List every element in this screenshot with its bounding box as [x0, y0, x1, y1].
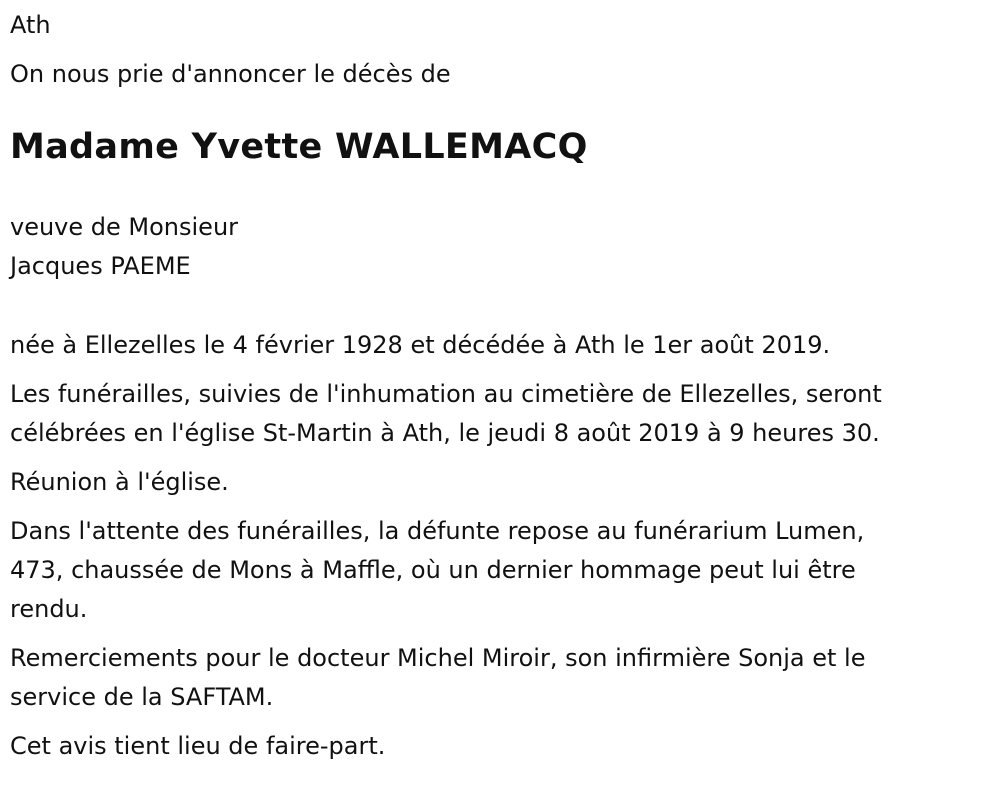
spouse-info	[10, 208, 990, 286]
funeral-line-1: Les funérailles, suivies de l'inhumation au cimetière de Ellezelles, seront	[10, 380, 882, 408]
funeral-line-2: célébrées en l'église St-Martin à Ath, le jeudi 8 août 2019 à 9 heures 30.	[10, 419, 880, 447]
funeral-info	[10, 375, 990, 453]
intro-text: On nous prie d'annoncer le décès de	[10, 60, 451, 88]
location-label: Ath	[10, 11, 51, 39]
meeting-text: Réunion à l'église.	[10, 468, 229, 496]
spouse-line-2: Jacques PAEME	[10, 252, 191, 280]
closing-text: Cet avis tient lieu de faire-part.	[10, 732, 386, 760]
viewing-info	[10, 512, 990, 629]
viewing-line-2: 473, chaussée de Mons à Maffle, où un dernier hommage peut lui être	[10, 556, 856, 584]
deceased-name: Madame Yvette WALLEMACQ	[10, 127, 588, 167]
birth-death-text: née à Ellezelles le 4 février 1928 et décédée à Ath le 1er août 2019.	[10, 331, 831, 359]
thanks-line-2: service de la SAFTAM.	[10, 683, 274, 711]
spouse-line-1: veuve de Monsieur	[10, 213, 239, 241]
viewing-line-1: Dans l'attente des funérailles, la défunte repose au funérarium Lumen,	[10, 517, 865, 545]
viewing-line-3: rendu.	[10, 595, 88, 623]
thanks-info	[10, 639, 990, 717]
thanks-line-1: Remerciements pour le docteur Michel Miroir, son infirmière Sonja et le	[10, 644, 866, 672]
